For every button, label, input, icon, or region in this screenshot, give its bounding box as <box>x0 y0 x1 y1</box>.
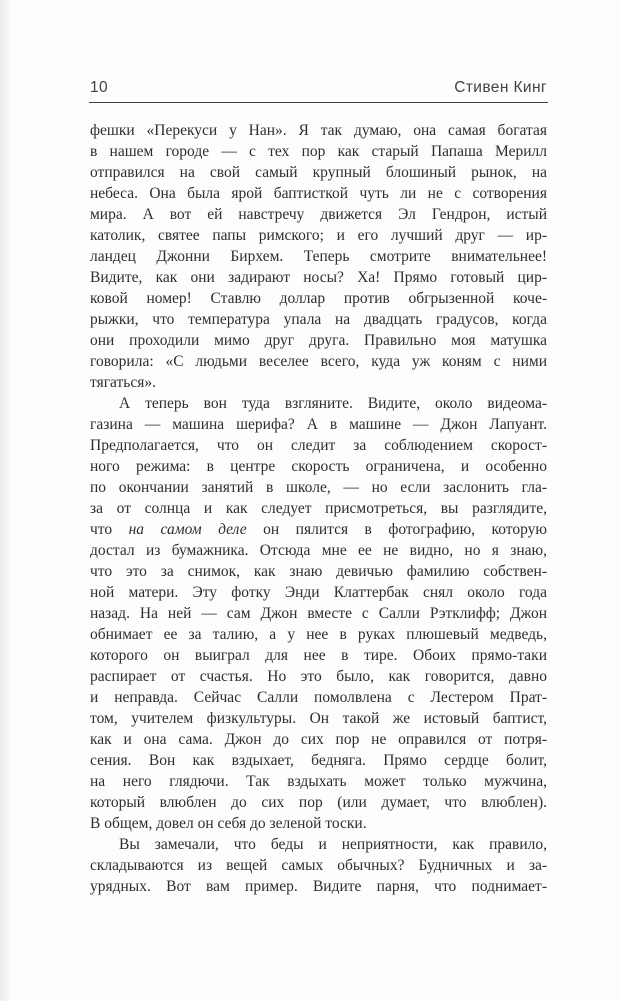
text-line <box>90 309 547 330</box>
text-line <box>90 183 547 204</box>
text-line <box>90 708 547 729</box>
text-line <box>90 225 547 246</box>
text-line <box>90 729 547 750</box>
text-segment: на него глядючи. Так вздыхать может только мужчина, <box>90 773 547 790</box>
text-line <box>90 687 547 708</box>
text-segment: Видите, как они задирают носы? Ха! Прямо готовый цир- <box>90 269 547 286</box>
page-body-text <box>90 120 547 897</box>
text-line <box>90 288 547 309</box>
text-segment: и неправда. Сейчас Салли помолвлена с Лестером Прат- <box>90 689 547 706</box>
text-segment: как и она сама. Джон до сих пор не оправился от потря- <box>90 731 547 748</box>
text-line <box>90 876 547 897</box>
text-segment: обнимает ее за талию, а у нее в руках плюшевый медведь, <box>90 626 547 643</box>
text-line <box>90 141 547 162</box>
text-segment: который влюблен до сих пор (или думает, что влюблен). <box>90 794 547 811</box>
text-line <box>90 393 547 414</box>
text-segment: сения. Вон как вздыхает, бедняга. Прямо сердце болит, <box>90 752 547 769</box>
text-segment: Вы замечали, что беды и неприятности, как правило, <box>119 836 547 853</box>
text-segment: он пялится в фотографию, которую <box>246 521 547 538</box>
text-segment: В общем, довел он себя до зеленой тоски. <box>90 815 367 832</box>
text-segment: назад. На ней — сам Джон вместе с Салли Рэтклифф; Джон <box>90 605 547 622</box>
text-line <box>90 120 547 141</box>
text-line <box>90 372 547 393</box>
text-segment: урядных. Вот вам пример. Видите парня, что поднимает- <box>90 878 547 895</box>
text-segment: католик, святее папы римского; и его лучший друг — ир- <box>90 227 547 244</box>
header-rule <box>89 102 548 103</box>
text-segment: фешки «Перекуси у Нан». Я так думаю, она самая богатая <box>90 122 547 139</box>
text-segment: ландец Джонни Бирхем. Теперь смотрите внимательнее! <box>90 248 547 265</box>
text-line <box>90 666 547 687</box>
text-segment: которого он выиграл для нее в тире. Обоих прямо-таки <box>90 647 547 664</box>
text-line <box>90 540 547 561</box>
text-line <box>90 330 547 351</box>
text-segment: ного режима: в центре скорость ограничена, и особенно <box>90 458 547 475</box>
text-segment: ной матери. Эту фотку Энди Клаттербак снял около года <box>90 584 547 601</box>
text-segment: газина — машина шерифа? А в машине — Джон Лапуант. <box>90 416 547 433</box>
text-segment: в нашем городе — с тех пор как старый Папаша Мерилл <box>90 143 547 160</box>
text-line <box>90 813 547 834</box>
text-line <box>90 771 547 792</box>
text-line <box>90 204 547 225</box>
text-line <box>90 351 547 372</box>
text-line <box>90 603 547 624</box>
text-segment: по окончании занятий в школе, — но если заслонить гла- <box>90 479 547 496</box>
text-line <box>90 519 547 540</box>
text-segment: что <box>90 521 129 538</box>
text-segment: А теперь вон туда взгляните. Видите, около видеома- <box>119 395 547 412</box>
text-segment: что это за снимок, как знаю девичью фамилию собствен- <box>90 563 547 580</box>
text-line <box>90 834 547 855</box>
text-segment: мира. А вот ей навстречу движется Эл Гендрон, истый <box>90 206 547 223</box>
text-segment: достал из бумажника. Отсюда мне ее не видно, но я знаю, <box>90 542 547 559</box>
text-line <box>90 477 547 498</box>
text-segment: Предполагается, что он следит за соблюдением скорост- <box>90 437 547 454</box>
text-line <box>90 561 547 582</box>
text-line <box>90 414 547 435</box>
text-line <box>90 498 547 519</box>
text-line <box>90 246 547 267</box>
text-segment: том, учителем физкультуры. Он такой же истовый баптист, <box>90 710 547 727</box>
page-number: 10 <box>90 79 109 96</box>
text-segment: отправился на свой самый крупный блошиный рынок, на <box>90 164 547 181</box>
text-line <box>90 855 547 876</box>
text-line <box>90 750 547 771</box>
running-header <box>90 79 547 97</box>
text-segment: говорила: «С людьми веселее всего, куда уж коням с ними <box>90 353 547 370</box>
running-title: Стивен Кинг <box>454 79 547 96</box>
text-segment: они проходили мимо друг друга. Правильно моя матушка <box>90 332 547 349</box>
text-line <box>90 456 547 477</box>
scan-edge-shadow <box>0 0 12 1001</box>
text-segment: небеса. Она была ярой баптисткой чуть ли не с сотворения <box>90 185 547 202</box>
text-segment: за от солнца и как следует присмотреться, вы разглядите, <box>90 500 547 517</box>
italic-phrase: на самом деле <box>128 521 247 538</box>
text-segment: тягаться». <box>90 374 157 391</box>
text-line <box>90 792 547 813</box>
text-line <box>90 162 547 183</box>
text-segment: складываются из вещей самых обычных? Будничных и за- <box>90 857 547 874</box>
text-line <box>90 624 547 645</box>
text-segment: рыжки, что температура упала на двадцать градусов, когда <box>90 311 547 328</box>
text-segment: распирает от счастья. Но это было, как говорится, давно <box>90 668 547 685</box>
text-line <box>90 582 547 603</box>
text-line <box>90 645 547 666</box>
text-line <box>90 435 547 456</box>
text-line <box>90 267 547 288</box>
text-segment: ковой номер! Ставлю доллар против обгрызенной коче- <box>90 290 547 307</box>
